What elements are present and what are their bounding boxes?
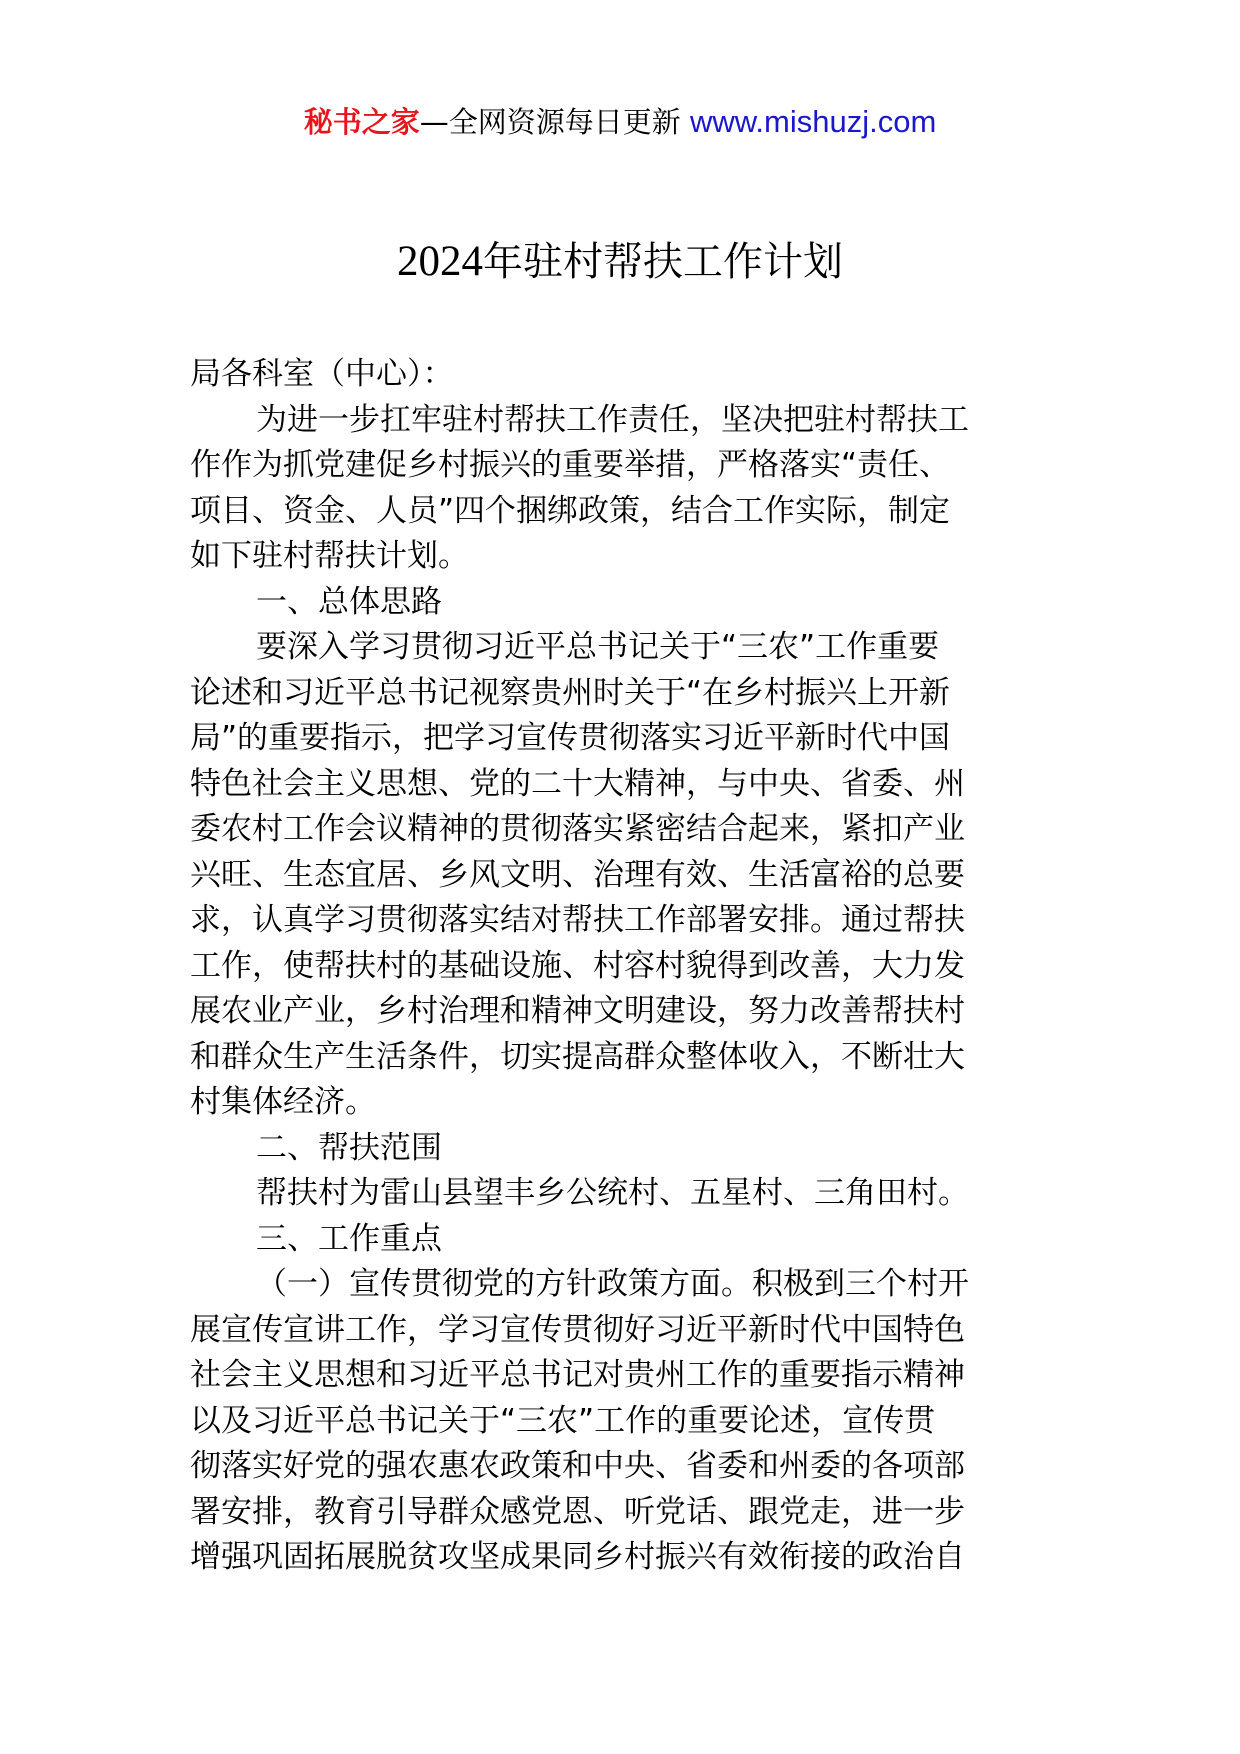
paragraph-line: 项目、资金、人员”四个捆绑政策，结合工作实际，制定 (190, 492, 951, 529)
title-text: 年驻村帮扶工作计划 (483, 239, 843, 285)
paragraph-line: 社会主义思想和习近平总书记对贵州工作的重要指示精神 (190, 1357, 965, 1393)
paragraph-line: 如下驻村帮扶计划。 (190, 538, 469, 574)
banner-slogan: —全网资源每日更新 (419, 105, 681, 139)
document-body (190, 352, 1090, 1581)
paragraph-line: 署安排，教育引导群众感党恩、听党话、跟党走，进一步 (190, 1493, 965, 1530)
paragraph-line: 委农村工作会议精神的贯彻落实紧密结合起来，紧扣产业 (190, 811, 965, 847)
site-banner (0, 102, 1240, 142)
paragraph-line: 要深入学习贯彻习近平总书记关于“三农”工作重要 (256, 629, 940, 665)
paragraph-line: 兴旺、生态宜居、乡风文明、治理有效、生活富裕的总要 (190, 856, 965, 893)
salutation-line: 局各科室（中心）： (190, 356, 454, 392)
paragraph-line: 局”的重要指示，把学习宣传贯彻落实习近平新时代中国 (190, 720, 951, 756)
paragraph-line: 特色社会主义思想、党的二十大精神，与中央、省委、州 (190, 765, 965, 802)
banner-url-link[interactable]: www.mishuzj.com (689, 104, 937, 139)
paragraph-line: 展农业产业，乡村治理和精神文明建设，努力改善帮扶村 (190, 993, 965, 1029)
paragraph-line: 增强巩固拓展脱贫攻坚成果同乡村振兴有效衔接的政治自 (190, 1539, 965, 1575)
paragraph-line: 村集体经济。 (190, 1084, 376, 1120)
paragraph-line: 论述和习近平总书记视察贵州时关于“在乡村振兴上开新 (190, 674, 951, 711)
paragraph-line: 工作，使帮扶村的基础设施、村容村貌得到改善，大力发 (190, 947, 965, 984)
document-title (0, 234, 1240, 290)
title-year: 2024 (397, 238, 483, 285)
paragraph-line: （一）宣传贯彻党的方针政策方面。积极到三个村开 (256, 1266, 969, 1302)
paragraph-line: 彻落实好党的强农惠农政策和中央、省委和州委的各项部 (190, 1448, 965, 1484)
paragraph-line: 求，认真学习贯彻落实结对帮扶工作部署安排。通过帮扶 (190, 902, 965, 938)
paragraph-line: 以及习近平总书记关于“三农”工作的重要论述，宣传贯 (190, 1402, 936, 1439)
paragraph-line: 和群众生产生活条件，切实提高群众整体收入，不断壮大 (190, 1038, 965, 1075)
section-heading: 二、帮扶范围 (256, 1129, 442, 1166)
banner-brand: 秘书之家 (303, 105, 420, 139)
paragraph-line: 帮扶村为雷山县望丰乡公统村、五星村、三角田村。 (256, 1175, 969, 1211)
paragraph-line: 作作为抓党建促乡村振兴的重要举措，严格落实“责任、 (190, 447, 951, 483)
paragraph-line: 展宣传宣讲工作，学习宣传贯彻好习近平新时代中国特色 (190, 1311, 965, 1348)
section-heading: 一、总体思路 (256, 583, 442, 620)
section-heading: 三、工作重点 (256, 1220, 442, 1257)
paragraph-line: 为进一步扛牢驻村帮扶工作责任，坚决把驻村帮扶工 (256, 401, 969, 438)
